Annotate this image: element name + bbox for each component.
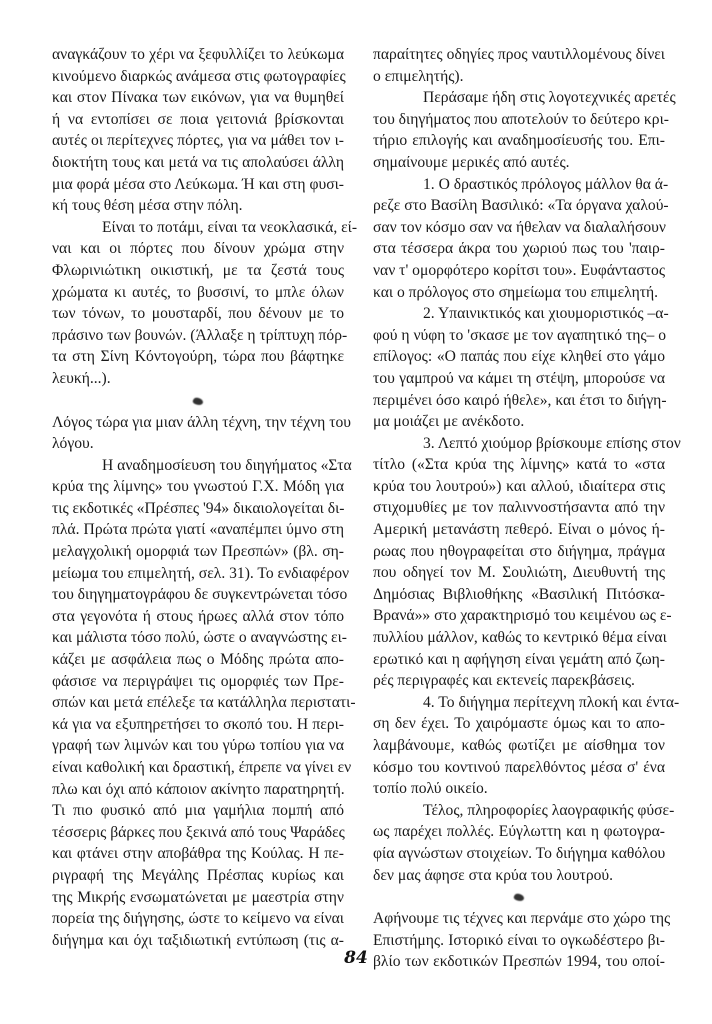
text-line: Τι πιο φυσικό από μια γαμήλια πομπή από bbox=[52, 802, 344, 820]
text-line: μελαγχολική ομορφιά των Πρεσπών» (βλ. ση- bbox=[52, 543, 344, 561]
text-line: πορεία της διήγησης, ώστε το κείμενο να είναι bbox=[52, 910, 344, 928]
text-line: 1. Ο δραστικός πρόλογος μάλλον θα ά- bbox=[423, 175, 669, 193]
text-line: Αμερική μετανάστη πεθερό. Είναι ο μόνος ή- bbox=[373, 521, 665, 539]
text-line: βλίο των εκδοτικών Πρεσπών 1994, του οποί- bbox=[373, 953, 665, 971]
left-column bbox=[52, 44, 358, 951]
text-line: γραφή των λιμνών και του γύρω τοπίου για να bbox=[52, 737, 344, 755]
text-line: δεν μας άφησε στα κρύα του λουτρού. bbox=[373, 866, 614, 884]
text-line: κρύα του λουτρού») και αλλού, ιδιαίτερα στις bbox=[373, 477, 665, 495]
text-line: Τέλος, πληροφορίες λαογραφικής φύσε- bbox=[423, 801, 675, 819]
text-line: 2. Υπαινικτικός και χιουμοριστικός –α- bbox=[423, 305, 669, 323]
text-line: ση δεν έχει. Το χαιρόμαστε όμως και το απο- bbox=[373, 715, 665, 733]
text-line: κινούμενο διαρκώς ανάμεσα στις φωτογραφίες bbox=[52, 67, 346, 85]
text-line: μια φορά μέσα στο Λεύκωμα. Ή και στη φυσι- bbox=[52, 175, 344, 193]
text-line: λευκή...). bbox=[52, 369, 111, 387]
text-line: 4. Το διήγημα περίτεχνη πλοκή και έντα- bbox=[423, 693, 680, 711]
text-line: τα στη Σίνη Κόντογούρη, τώρα που βάφτηκε bbox=[52, 348, 344, 366]
text-line: του γαμπρού να κάμει τη στέψη, μπορούσε να bbox=[373, 369, 665, 387]
text-line: πράσινο των βουνών. (Άλλαξε η τρίπτυχη πόρ- bbox=[52, 326, 348, 344]
text-line: ο επιμελητής). bbox=[373, 67, 464, 85]
text-line: σημαίνουμε μερικές από αυτές. bbox=[373, 153, 570, 171]
text-line: ναν τ' ομορφότερο κορίτσι του». Ευφάνταστος bbox=[373, 261, 665, 279]
text-line: ερωτικό και η αφήγηση είναι γεμάτη από ζωη- bbox=[373, 650, 665, 668]
text-line: στα τέσσερα άκρα του χωριού πως του 'παιρ- bbox=[373, 240, 665, 258]
text-line: φάσισε να περιγράψει τις ομορφιές των Πρε- bbox=[52, 672, 344, 690]
text-line: τις εκδοτικές «Πρέσπες '94» δικαιολογείται δι- bbox=[52, 499, 345, 517]
text-line: διήγημα και όχι ταξιδιωτική εντύπωση (τις α- bbox=[52, 931, 344, 949]
text-line: κά για να εξυπηρετήσει το σκοπό του. Η περι- bbox=[52, 715, 344, 733]
text-line: κρύα της λίμνης» του γνωστού Γ.Χ. Μόδη για bbox=[52, 478, 344, 496]
text-line: Περάσαμε ήδη στις λογοτεχνικές αρετές bbox=[423, 89, 676, 107]
text-line: ριγραφή της Μεγάλης Πρέσπας κυρίως και bbox=[52, 866, 344, 884]
text-line: ή να εντοπίσει σε ποια γειτονιά βρίσκονται bbox=[52, 110, 344, 128]
page-number: 84 bbox=[344, 948, 368, 968]
fleuron-ornament-icon bbox=[52, 390, 344, 412]
text-line: τέσσερις βάρκες που ξεκινά από τους Ψαράδες bbox=[52, 823, 345, 841]
text-line: Η αναδημοσίευση του διηγήματος «Στα bbox=[102, 456, 352, 474]
text-line: σπών και μετά επέλεξε τα κατάλληλα περιστατι- bbox=[52, 694, 356, 712]
text-line: και ο πρόλογος στο σημείωμα του επιμελητή. bbox=[373, 283, 659, 301]
text-line: είναι καθολική και δραστική, έπρεπε να γίνει εν bbox=[52, 759, 352, 776]
text-line: περιμένει όσο καιρό ήθελε», και έτσι το διήγη- bbox=[373, 391, 667, 409]
text-line: Είναι το ποτάμι, είναι τα νεοκλασικά, εί- bbox=[102, 218, 358, 236]
text-line: Λόγος τώρα για μιαν άλλη τέχνη, την τέχνη του bbox=[52, 413, 352, 431]
text-line: φία αγνώστων στοιχείων. Το διήγημα καθόλου bbox=[373, 844, 666, 862]
text-line: 3. Λεπτό χιούμορ βρίσκουμε επίσης στον bbox=[423, 434, 681, 452]
text-line: ως παρέχει πολλές. Εύγλωττη και η φωτογρα- bbox=[373, 823, 665, 841]
fleuron-ornament-icon bbox=[373, 886, 665, 908]
text-line: μα μοιάζει με ανέκδοτο. bbox=[373, 413, 525, 431]
text-line: τήριο επιλογής και αναδημοσίευσής του. Επι- bbox=[373, 132, 665, 150]
text-line: τίτλο («Στα κρύα της λίμνης» κατά το «στα bbox=[373, 456, 665, 474]
text-line: λόγου. bbox=[52, 435, 94, 453]
text-line: χρώματα κι αυτές, το βυσσινί, το μπλε όλων bbox=[52, 283, 344, 301]
text-line: πυλλίου μάλλον, καθώς το κεντρικό θέμα είναι bbox=[373, 629, 667, 647]
text-line: Δημόσιας Βιβλιοθήκης «Βασιλική Πιτόσκα- bbox=[373, 585, 665, 603]
text-line: των τόνων, το μουσταρδί, που δένουν με το bbox=[52, 305, 344, 323]
text-line: πλά. Πρώτα πρώτα γιατί «αναπέμπει ύμνο στη bbox=[52, 521, 344, 539]
text-line: παραίτητες οδηγίες προς ναυτιλλομένους δίνει bbox=[373, 46, 665, 63]
text-line: αναγκάζουν το χέρι να ξεφυλλίζει το λεύκωμα bbox=[52, 46, 344, 63]
text-line: και στον Πίνακα των εικόνων, για να θυμηθεί bbox=[52, 89, 344, 107]
text-line: πλω και όχι από κάποιον ακίνητο παρατηρητή. bbox=[52, 780, 345, 798]
text-line: της Μικρής ενσωματώνεται με μαεστρία στην bbox=[52, 888, 344, 906]
text-line: αυτές οι περίτεχνες πόρτες, για να μάθει τον ι- bbox=[52, 132, 344, 150]
text-line: τοπίο πολύ οικείο. bbox=[373, 780, 488, 798]
text-line: του διηγήματος που αποτελούν το δεύτερο κρι- bbox=[373, 110, 669, 128]
text-line: και φτάνει στην αποβάθρα της Κούλας. Η πε- bbox=[52, 845, 344, 863]
text-line: κή τους θέση μέσα στην πόλη. bbox=[52, 197, 243, 215]
text-line: διοκτήτη τους και μετά να τις απολαύσει άλλη bbox=[52, 153, 344, 171]
text-line: ρωας που ηθογραφείται στο διήγημα, πράγμα bbox=[373, 542, 665, 560]
right-column bbox=[373, 44, 681, 973]
text-line: ναι και οι πόρτες που δίνουν χρώμα στην bbox=[52, 240, 344, 258]
text-line: που οδηγεί τον Μ. Σουλιώτη, Διευθυντή της bbox=[373, 564, 665, 582]
text-line: επίλογος: «Ο παπάς που είχε κληθεί στο γάμο bbox=[373, 348, 665, 366]
text-line: μείωμα του επιμελητή, σελ. 31). Το ενδιαφέρον bbox=[52, 564, 350, 582]
text-line: σαν τον κόσμο σαν να ήθελαν να διαλαλήσουν bbox=[373, 218, 666, 236]
text-line: Αφήνουμε τις τέχνες και περνάμε στο χώρο της bbox=[373, 910, 671, 928]
text-line: στα γεγονότα ή στους ήρωες αλλά στον τόπο bbox=[52, 607, 344, 625]
text-line: Επιστήμης. Ιστορικό είναι το ογκωδέστερο βι- bbox=[373, 931, 665, 949]
text-line: και μάλιστα τόσο πολύ, ώστε ο αναγνώστης ει- bbox=[52, 629, 347, 647]
text-line: του διηγηματογράφου δε συγκεντρώνεται τόσο bbox=[52, 586, 348, 604]
text-line: στιχομυθίες με τον παλιννοστήσαντα από την bbox=[373, 499, 665, 517]
text-line: Βρανά»» στο χαρακτηρισμό του κειμένου ως ε- bbox=[373, 607, 672, 625]
text-line: ρεζε στο Βασίλη Βασιλικό: «Τα όργανα χαλού- bbox=[373, 197, 669, 215]
text-line: λαμβάνουμε, καθώς φωτίζει με αίσθημα τον bbox=[373, 737, 665, 754]
text-line: κόσμο του κοντινού παρελθόντος μέσα σ' ένα bbox=[373, 758, 665, 776]
text-line: κάζει με ασφάλεια πως ο Μόδης πρώτα απο- bbox=[52, 651, 344, 669]
text-line: φού η νύφη το 'σκασε με τον αγαπητικό της– ο bbox=[373, 326, 667, 344]
text-line: Φλωρινιώτικη οικιστική, με τα ζεστά τους bbox=[52, 261, 344, 279]
text-line: ρές περιγραφές και εκτενείς παρεκβάσεις. bbox=[373, 672, 635, 690]
